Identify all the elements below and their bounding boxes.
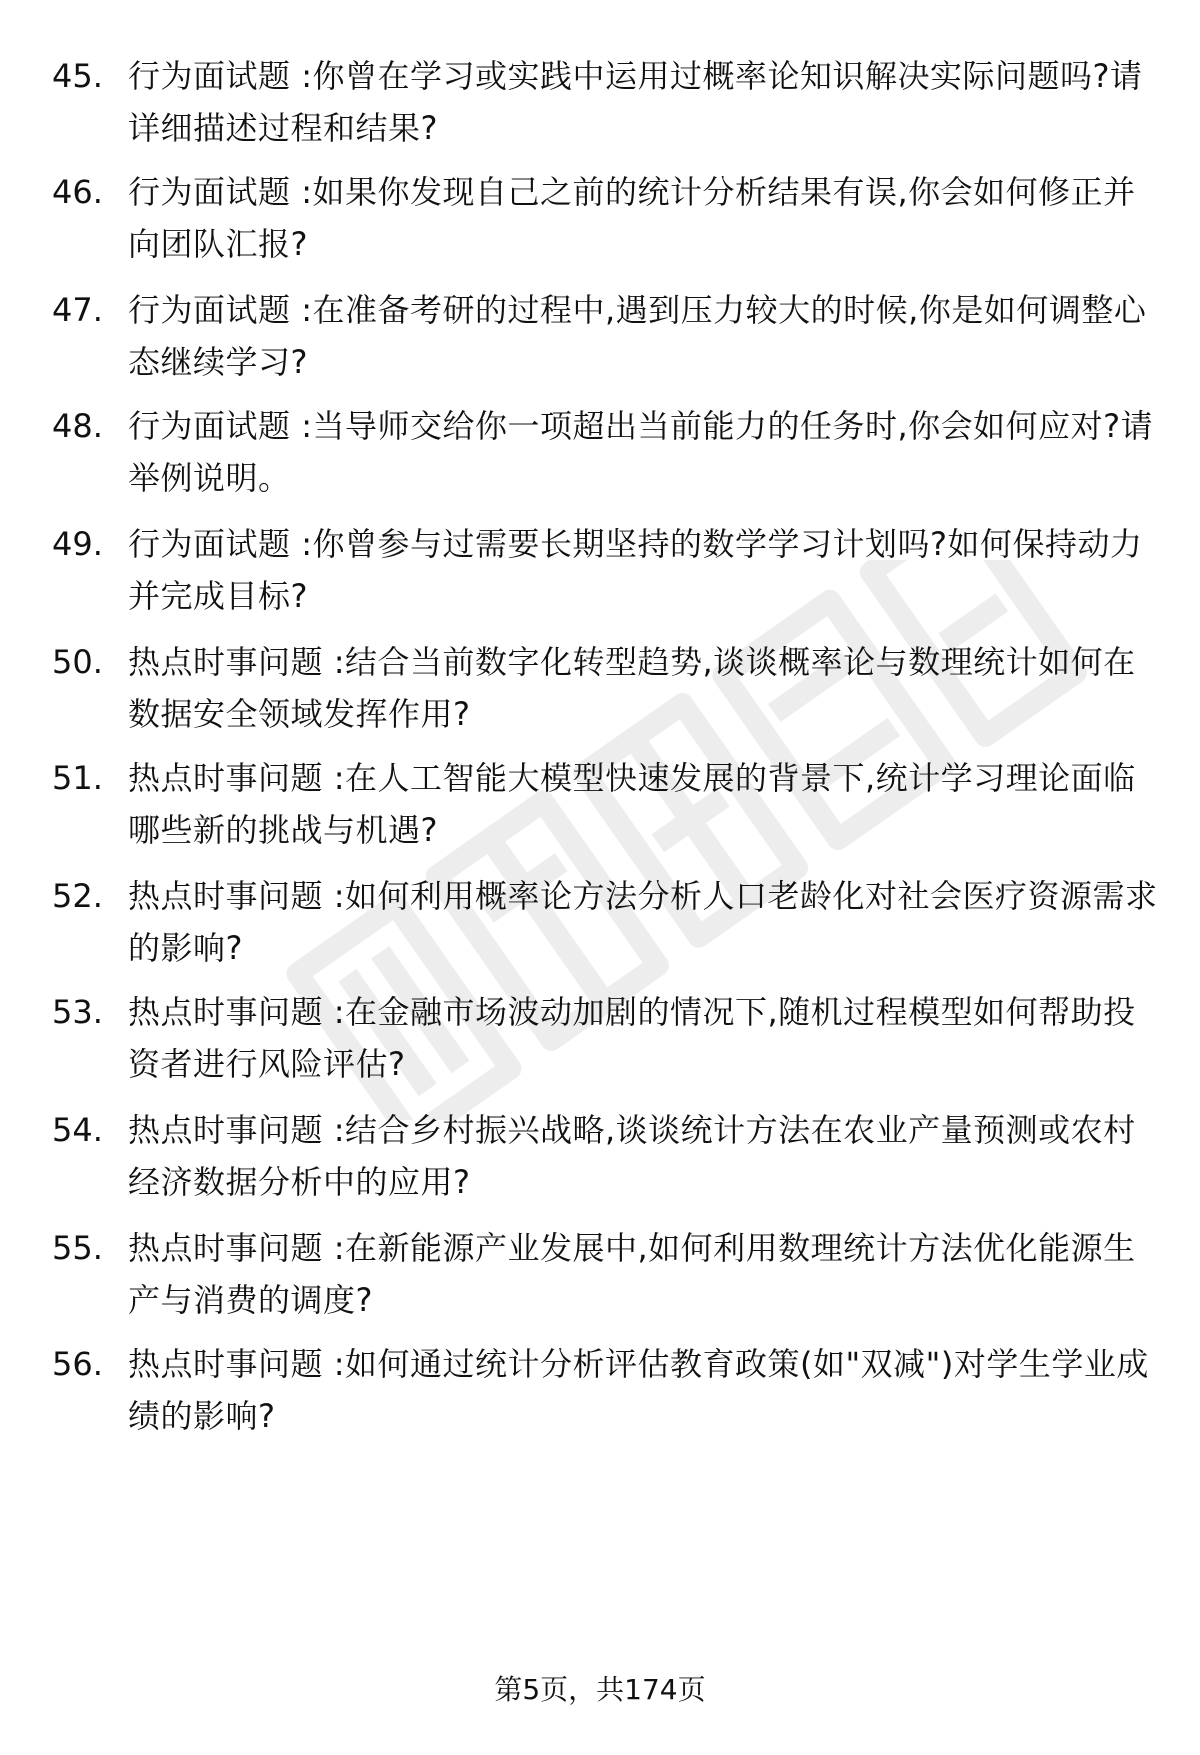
question-number: 53. xyxy=(52,993,103,1031)
separator: : xyxy=(323,1229,345,1267)
question-category: 行为面试题 xyxy=(128,291,291,329)
question-number: 56. xyxy=(52,1345,103,1383)
list-item xyxy=(0,284,1200,394)
question-category: 热点时事问题 xyxy=(128,643,324,681)
question-number: 48. xyxy=(52,407,103,445)
question-number: 55. xyxy=(52,1229,103,1267)
separator: : xyxy=(323,1345,345,1383)
question-category: 行为面试题 xyxy=(128,525,291,563)
list-item xyxy=(0,1338,1200,1448)
question-category: 行为面试题 xyxy=(128,57,291,95)
question-body: 你曾参与过需要长期坚持的数学学习计划吗?如何保持动力并完成目标? xyxy=(128,525,1143,615)
question-number: 46. xyxy=(52,173,103,211)
page-footer: 第5页，共174页 xyxy=(494,1673,706,1706)
separator: : xyxy=(290,57,313,95)
list-item xyxy=(0,166,1200,276)
list-item xyxy=(0,1222,1200,1332)
question-number: 45. xyxy=(52,57,103,95)
question-text xyxy=(128,400,1158,504)
question-body: 在人工智能大模型快速发展的背景下,统计学习理论面临哪些新的挑战与机遇? xyxy=(128,759,1136,849)
question-text xyxy=(128,1338,1158,1442)
question-body: 当导师交给你一项超出当前能力的任务时,你会如何应对?请举例说明。 xyxy=(128,407,1154,497)
question-category: 热点时事问题 xyxy=(128,1345,324,1383)
question-body: 如何通过统计分析评估教育政策(如"双减")对学生学业成绩的影响? xyxy=(128,1345,1149,1435)
question-body: 结合乡村振兴战略,谈谈统计方法在农业产量预测或农村经济数据分析中的应用? xyxy=(128,1111,1136,1201)
list-item xyxy=(0,518,1200,628)
separator: : xyxy=(323,993,345,1031)
question-category: 热点时事问题 xyxy=(128,759,324,797)
question-number: 54. xyxy=(52,1111,103,1149)
question-category: 行为面试题 xyxy=(128,173,291,211)
separator: : xyxy=(323,759,345,797)
list-item xyxy=(0,986,1200,1096)
question-number: 50. xyxy=(52,643,103,681)
question-category: 热点时事问题 xyxy=(128,877,324,915)
question-body: 你曾在学习或实践中运用过概率论知识解决实际问题吗?请详细描述过程和结果? xyxy=(128,57,1143,147)
question-number: 52. xyxy=(52,877,103,915)
question-number: 47. xyxy=(52,291,103,329)
question-number: 49. xyxy=(52,525,103,563)
question-body: 如果你发现自己之前的统计分析结果有误,你会如何修正并向团队汇报? xyxy=(128,173,1136,263)
separator: : xyxy=(290,291,313,329)
question-text xyxy=(128,1222,1158,1326)
separator: : xyxy=(323,1111,345,1149)
question-number: 51. xyxy=(52,759,103,797)
list-item xyxy=(0,752,1200,862)
question-text xyxy=(128,636,1158,740)
list-item xyxy=(0,400,1200,510)
list-item xyxy=(0,870,1200,980)
question-text xyxy=(128,870,1158,974)
question-text xyxy=(128,752,1158,856)
question-text xyxy=(128,284,1158,388)
separator: : xyxy=(290,407,313,445)
question-body: 结合当前数字化转型趋势,谈谈概率论与数理统计如何在数据安全领域发挥作用? xyxy=(128,643,1136,733)
question-category: 行为面试题 xyxy=(128,407,291,445)
question-body: 在新能源产业发展中,如何利用数理统计方法优化能源生产与消费的调度? xyxy=(128,1229,1136,1319)
separator: : xyxy=(323,877,345,915)
list-item xyxy=(0,50,1200,160)
question-category: 热点时事问题 xyxy=(128,993,324,1031)
question-category: 热点时事问题 xyxy=(128,1229,324,1267)
question-text xyxy=(128,166,1158,270)
question-text xyxy=(128,518,1158,622)
question-text xyxy=(128,50,1158,154)
question-text xyxy=(128,986,1158,1090)
list-item xyxy=(0,1104,1200,1214)
separator: : xyxy=(323,643,345,681)
question-body: 在准备考研的过程中,遇到压力较大的时候,你是如何调整心态继续学习? xyxy=(128,291,1147,381)
separator: : xyxy=(290,525,313,563)
list-item xyxy=(0,636,1200,746)
question-body: 如何利用概率论方法分析人口老龄化对社会医疗资源需求的影响? xyxy=(128,877,1158,967)
separator: : xyxy=(290,173,313,211)
question-text xyxy=(128,1104,1158,1208)
question-body: 在金融市场波动加剧的情况下,随机过程模型如何帮助投资者进行风险评估? xyxy=(128,993,1136,1083)
question-category: 热点时事问题 xyxy=(128,1111,324,1149)
